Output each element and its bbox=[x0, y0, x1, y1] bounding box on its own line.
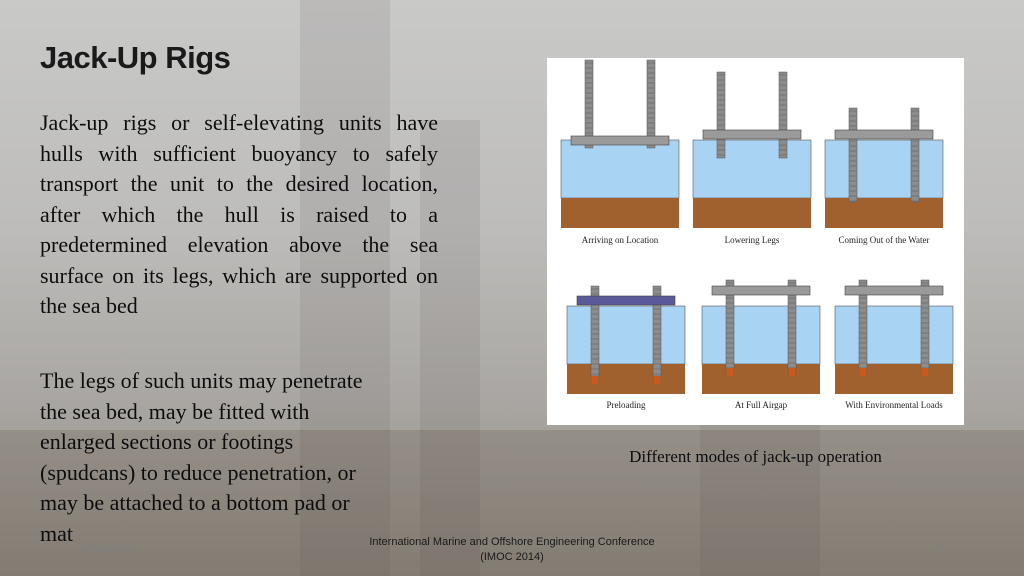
spudcan bbox=[922, 368, 928, 376]
seabed-region bbox=[835, 364, 953, 394]
panel-label: At Full Airgap bbox=[734, 400, 788, 410]
rig-leg bbox=[849, 108, 857, 202]
panel-label: Preloading bbox=[606, 400, 646, 410]
panel-label: Arriving on Location bbox=[581, 235, 659, 245]
body-paragraph-1: Jack-up rigs or self-elevating units have hulls with sufficient buoyancy to safely transport the unit to the desired location, after which the hull is raised to a predetermined elevation above the sea surface on its legs, which are supported on the sea bed bbox=[40, 110, 438, 318]
slide-title: Jack-Up Rigs bbox=[40, 40, 231, 75]
water-region bbox=[835, 306, 953, 364]
water-region bbox=[561, 140, 679, 198]
rig-hull bbox=[712, 286, 810, 295]
footer-date: 14/10/2014 bbox=[80, 543, 136, 555]
seabed-region bbox=[561, 198, 679, 228]
rig-hull bbox=[703, 130, 801, 139]
spudcan bbox=[789, 368, 795, 376]
seabed-region bbox=[825, 198, 943, 228]
rig-hull bbox=[835, 130, 933, 139]
seabed-region bbox=[693, 198, 811, 228]
rig-hull bbox=[577, 296, 675, 305]
rig-hull bbox=[571, 136, 669, 145]
body-paragraph-2: The legs of such units may penetrate the sea bed, may be fitted with enlarged sections or footings (spudcans) to reduce penetration, or may be attached to a bottom pad or mat bbox=[40, 368, 363, 546]
footer-conference-line1: International Marine and Offshore Engineering Conference bbox=[369, 536, 655, 548]
panel-label: Coming Out of the Water bbox=[838, 235, 930, 245]
footer-conference-line2: (IMOC 2014) bbox=[480, 551, 544, 563]
spudcan bbox=[654, 376, 660, 384]
panel-label: With Environmental Loads bbox=[845, 400, 943, 410]
footer-page-number: 5 bbox=[936, 543, 943, 555]
spudcan bbox=[727, 368, 733, 376]
footer-conference bbox=[340, 535, 684, 565]
water-region bbox=[825, 140, 943, 198]
spudcan bbox=[592, 376, 598, 384]
water-region bbox=[702, 306, 820, 364]
water-region bbox=[693, 140, 811, 198]
water-region bbox=[567, 306, 685, 364]
jackup-modes-diagram bbox=[547, 58, 964, 425]
jackup-modes-figure bbox=[547, 58, 964, 425]
figure-caption: Different modes of jack-up operation bbox=[629, 447, 882, 466]
seabed-region bbox=[567, 364, 685, 394]
rig-leg bbox=[911, 108, 919, 202]
panel-label: Lowering Legs bbox=[724, 235, 780, 245]
seabed-region bbox=[702, 364, 820, 394]
spudcan bbox=[860, 368, 866, 376]
rig-hull bbox=[845, 286, 943, 295]
